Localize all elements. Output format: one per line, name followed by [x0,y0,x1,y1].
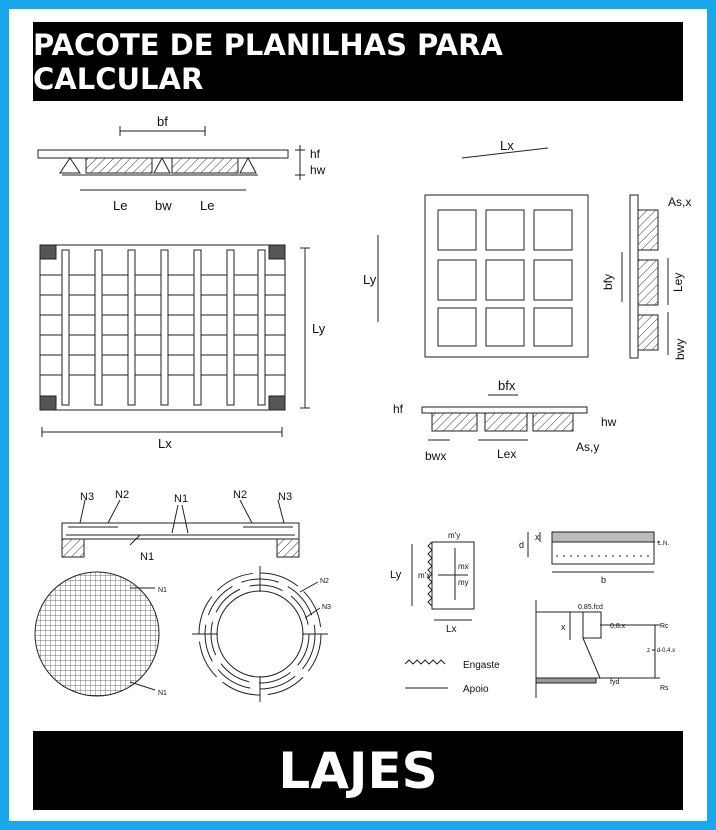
mx-label: mx [458,562,469,571]
rc-label: Rc [660,623,669,630]
waffle-hw-label: hw [601,415,617,429]
waffle-slab-plan [378,148,668,358]
asx-label: As,x [668,195,692,209]
x08-label: 0,8.x [610,623,626,630]
n2-left-label: N2 [115,489,130,501]
header-title: PACOTE DE PLANILHAS PARA CALCULAR [33,27,503,96]
waffle-ly-label: Ly [363,272,377,287]
bfy-label: bfy [601,273,615,290]
n1-bottom-label: N1 [140,551,155,563]
x2-label: x [561,622,566,632]
asy-label: As,y [576,440,600,454]
circle-n3-label: N3 [322,604,331,611]
n1-top-label: N1 [174,493,189,505]
footer-banner [33,731,683,810]
x-label: x [535,532,540,542]
moments-ly-label: Ly [390,569,402,581]
mx-neg-label: m'x [418,571,431,580]
rs-label: Rs [660,685,669,692]
circle-n1-bottom-label: N1 [158,690,167,697]
waffle-lx-label: Lx [500,138,514,153]
footer-title: LAJES [278,741,438,800]
circular-slab-mesh [35,572,159,696]
circle-n1-top-label: N1 [158,587,167,594]
lex-label: Lex [497,447,517,461]
ribbed-slab-plan [40,245,310,437]
b-label: b [601,575,607,585]
my-label: my [458,578,469,587]
le-right-label: Le [200,198,215,213]
n2-right-label: N2 [233,489,248,501]
circular-slab-rings [192,566,328,702]
z-label: z = d-0,4.x [647,648,676,654]
waffle-hf-label: hf [393,402,404,416]
circle-n2-label: N2 [320,578,329,585]
stress-block-diagram [528,532,660,698]
moments-lx-label: Lx [446,624,457,635]
waffle-slab-section [422,395,587,440]
bw-label: bw [155,198,172,213]
hf-label: hf [310,147,321,161]
n3-left-label: N3 [80,491,95,503]
ly-label: Ly [312,321,326,336]
bfx-label: bfx [498,378,516,393]
fcd-label: 0.85.fcd [578,604,603,611]
rebar-section-diagram [62,500,299,557]
bf-label: bf [157,114,168,129]
lx-label: Lx [158,436,172,451]
tslab-section-diagram [38,126,305,190]
engaste-label: Engaste [463,660,500,671]
fyd-label: fyd [610,679,620,686]
n3-right-label: N3 [278,491,293,503]
my-neg-label: m'y [448,531,461,540]
ln-label: L.N. [658,541,670,547]
bwy-label: bwy [673,338,687,360]
hw-label: hw [310,163,326,177]
d-label: d [519,540,525,550]
bwx-label: bwx [425,449,447,463]
ley-label: Ley [671,272,685,292]
le-left-label: Le [113,198,128,213]
apoio-label: Apoio [463,684,489,695]
